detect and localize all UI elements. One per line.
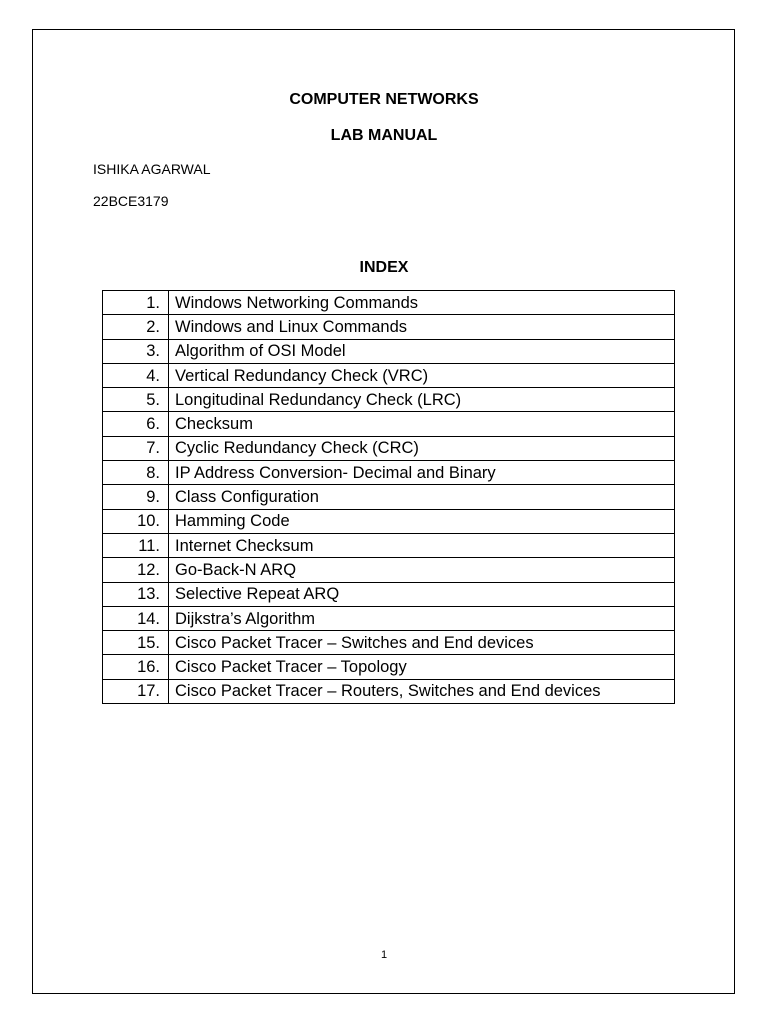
row-number: 5. [103, 388, 169, 412]
row-topic: Cisco Packet Tracer – Switches and End devices [169, 631, 675, 655]
row-number: 12. [103, 558, 169, 582]
author-name: ISHIKA AGARWAL [93, 161, 211, 177]
row-number: 10. [103, 509, 169, 533]
row-topic: Algorithm of OSI Model [169, 339, 675, 363]
row-number: 8. [103, 461, 169, 485]
registration-number: 22BCE3179 [93, 193, 169, 209]
table-row [103, 631, 675, 655]
table-row [103, 436, 675, 460]
row-number: 15. [103, 631, 169, 655]
row-number: 11. [103, 533, 169, 557]
row-topic: Longitudinal Redundancy Check (LRC) [169, 388, 675, 412]
row-number: 1. [103, 291, 169, 315]
row-number: 3. [103, 339, 169, 363]
row-topic: Hamming Code [169, 509, 675, 533]
table-row [103, 582, 675, 606]
table-row [103, 291, 675, 315]
row-number: 16. [103, 655, 169, 679]
row-topic: Internet Checksum [169, 533, 675, 557]
row-topic: Windows Networking Commands [169, 291, 675, 315]
row-topic: Dijkstra’s Algorithm [169, 606, 675, 630]
row-topic: Cisco Packet Tracer – Routers, Switches and End devices [169, 679, 675, 703]
table-row [103, 606, 675, 630]
index-heading: INDEX [359, 259, 409, 276]
row-topic: Cyclic Redundancy Check (CRC) [169, 436, 675, 460]
row-topic: Class Configuration [169, 485, 675, 509]
row-topic: Vertical Redundancy Check (VRC) [169, 363, 675, 387]
table-row [103, 558, 675, 582]
document-subtitle: LAB MANUAL [330, 127, 438, 144]
document-title: COMPUTER NETWORKS [289, 91, 479, 108]
row-topic: Windows and Linux Commands [169, 315, 675, 339]
table-row [103, 315, 675, 339]
row-topic: Selective Repeat ARQ [169, 582, 675, 606]
table-row [103, 339, 675, 363]
row-topic: Cisco Packet Tracer – Topology [169, 655, 675, 679]
row-topic: Go-Back-N ARQ [169, 558, 675, 582]
row-number: 9. [103, 485, 169, 509]
table-row [103, 509, 675, 533]
index-table [102, 290, 675, 704]
row-number: 6. [103, 412, 169, 436]
row-topic: IP Address Conversion- Decimal and Binary [169, 461, 675, 485]
page-number: 1 [380, 949, 388, 961]
table-row [103, 461, 675, 485]
row-number: 14. [103, 606, 169, 630]
row-number: 17. [103, 679, 169, 703]
row-topic: Checksum [169, 412, 675, 436]
table-row [103, 412, 675, 436]
row-number: 4. [103, 363, 169, 387]
table-row [103, 533, 675, 557]
table-row [103, 485, 675, 509]
table-row [103, 388, 675, 412]
row-number: 2. [103, 315, 169, 339]
table-row [103, 679, 675, 703]
row-number: 7. [103, 436, 169, 460]
row-number: 13. [103, 582, 169, 606]
table-row [103, 655, 675, 679]
table-row [103, 363, 675, 387]
